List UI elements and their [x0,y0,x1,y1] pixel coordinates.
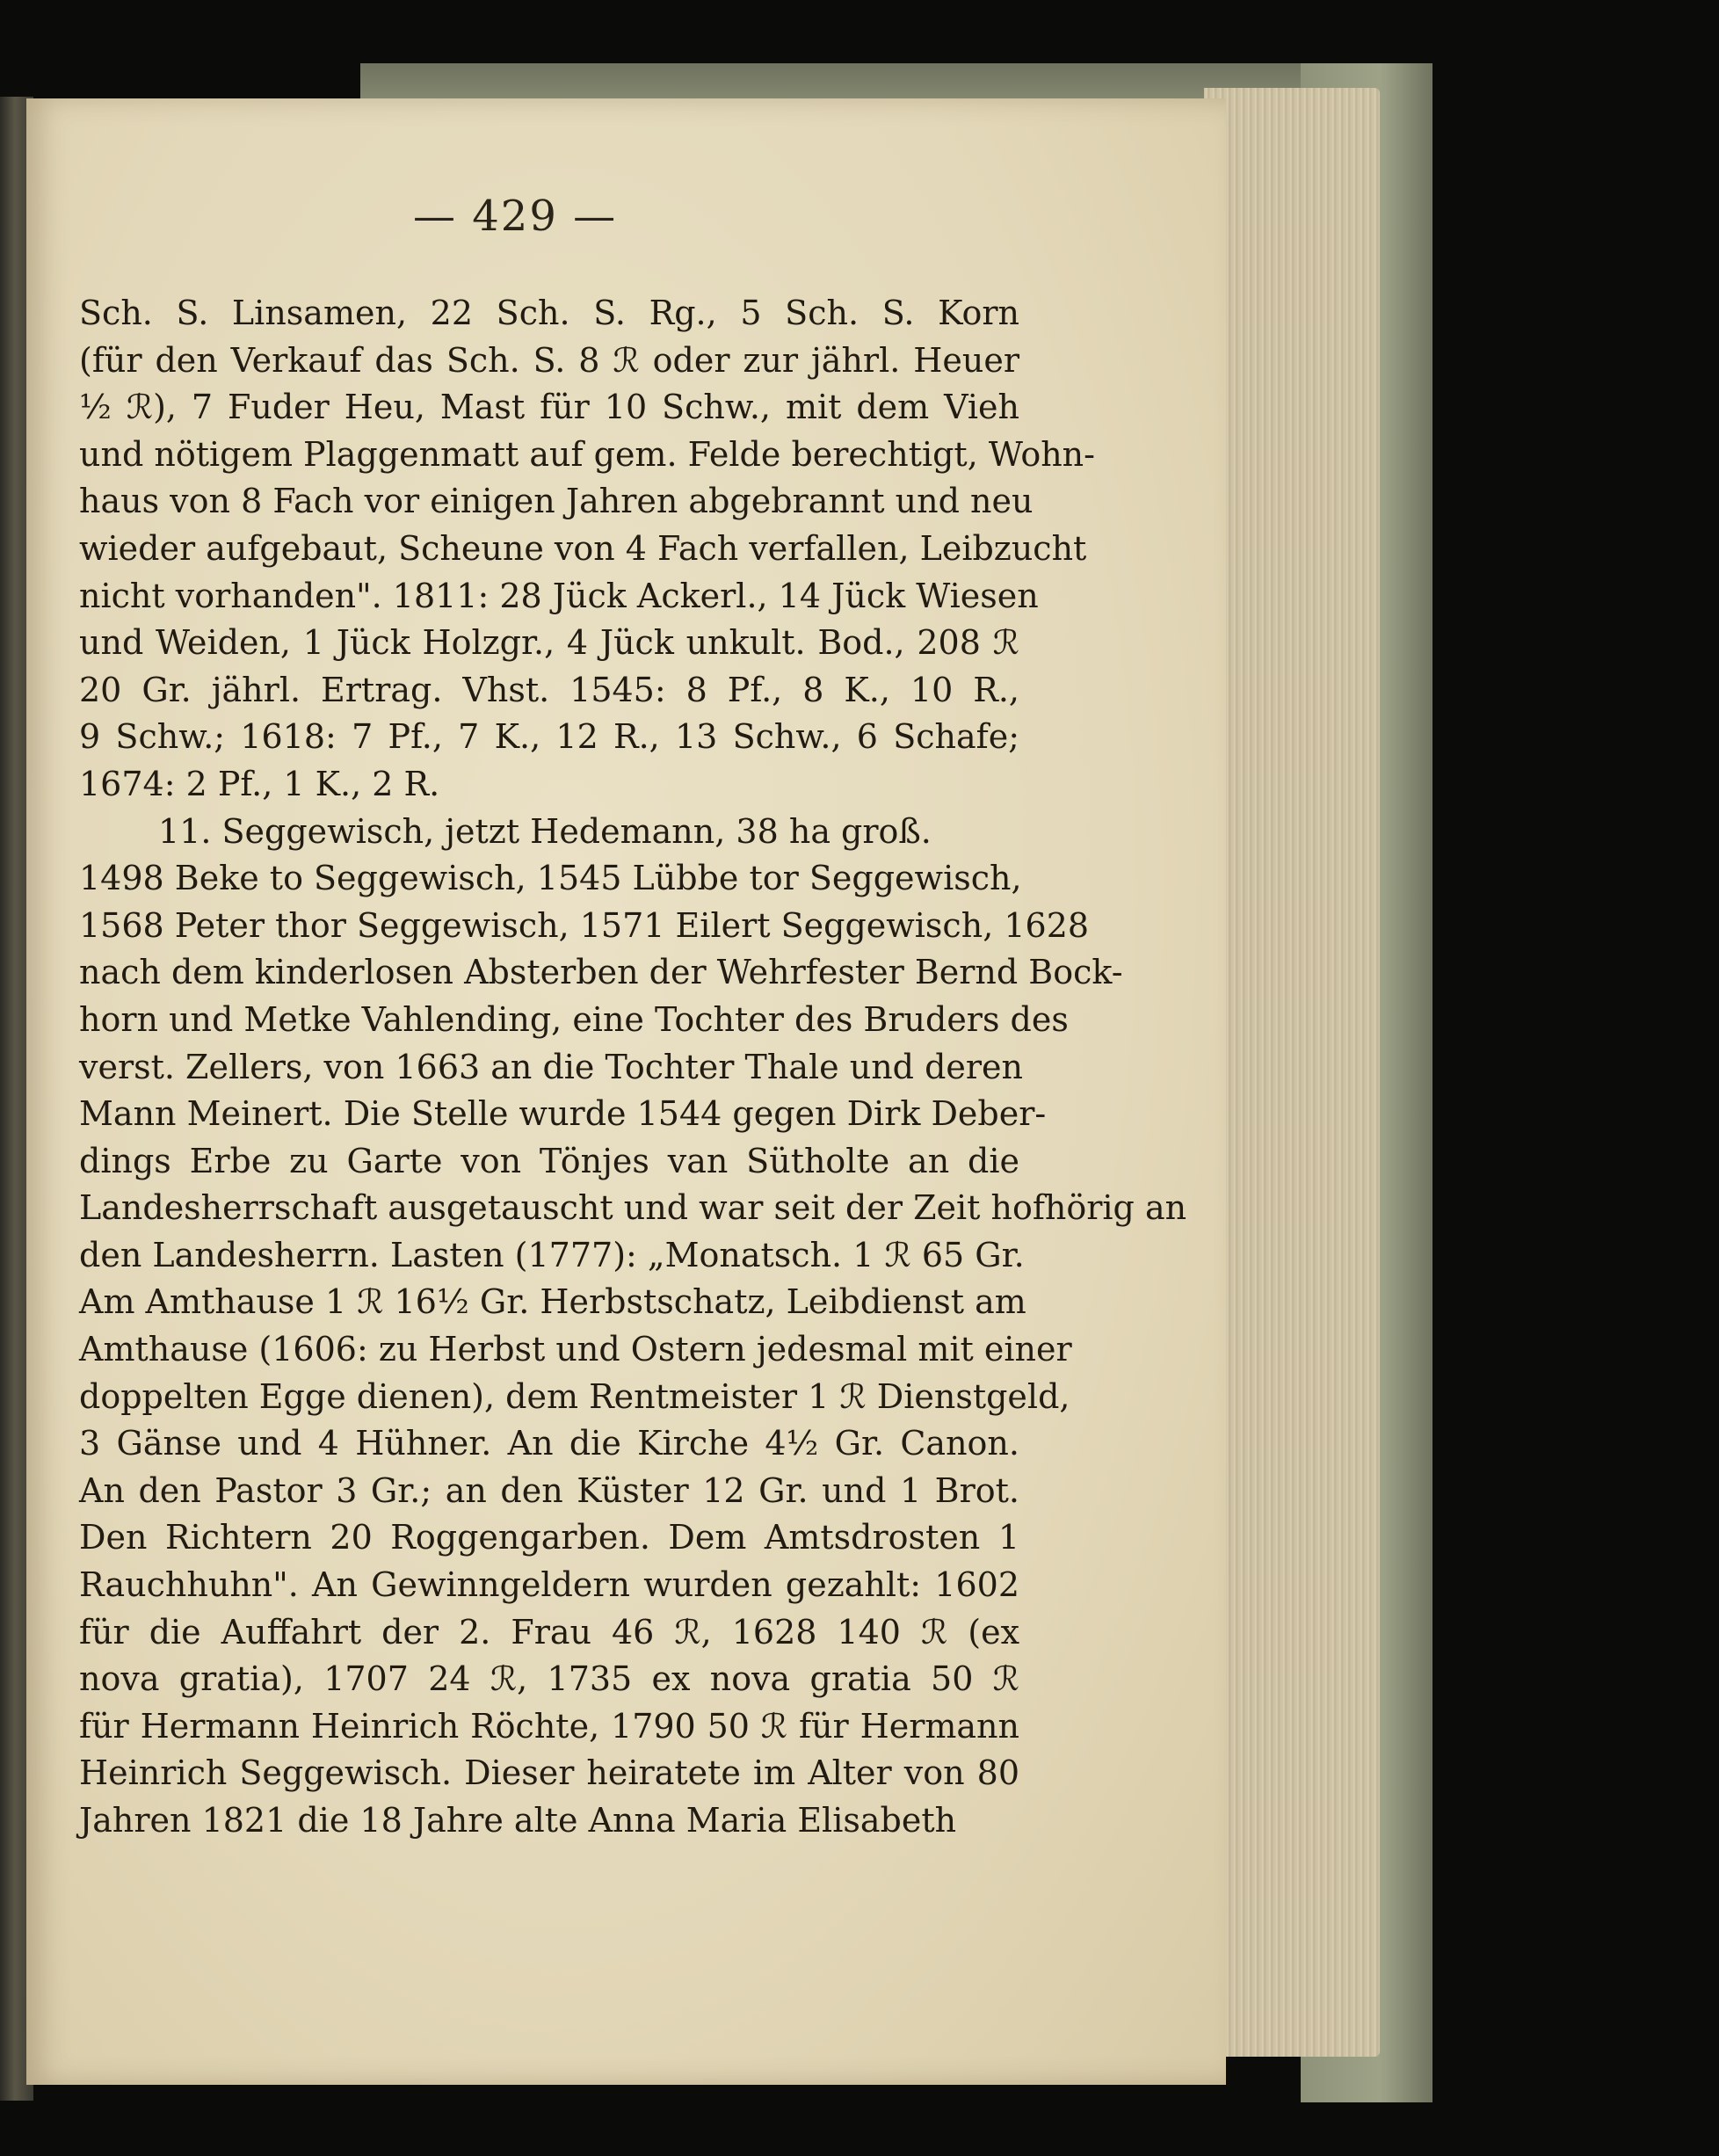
text-line: Mann Meinert. Die Stelle wurde 1544 gegen Dirk Deber- [79,1094,1047,1134]
text-line: Jahren 1821 die 18 Jahre alte Anna Maria Elisabeth [79,1801,957,1840]
text-line: ½ ℛ), 7 Fuder Heu, Mast für 10 Schw., mit dem Vieh [79,388,1019,427]
text-line: dings Erbe zu Garte von Tönjes van Sütholte an die [79,1141,1019,1180]
text-line: nach dem kinderlosen Absterben der Wehrfester Bernd Bock- [79,953,1123,992]
text-line: doppelten Egge dienen), dem Rentmeister 1 ℛ Dienstgeld, [79,1376,1070,1416]
text-line: und Weiden, 1 Jück Holzgr., 4 Jück unkult. Bod., 208 ℛ [79,623,1019,663]
text-line: 1498 Beke to Seggewisch, 1545 Lübbe tor Seggewisch, [79,859,1022,898]
page-edges [1204,88,1380,2057]
text-line: Amthause (1606: zu Herbst und Ostern jedesmal mit einer [79,1330,1072,1369]
text-line: den Landesherrn. Lasten (1777): „Monatsch. 1 ℛ 65 Gr. [79,1235,1025,1274]
text-line: nova gratia), 1707 24 ℛ, 1735 ex nova gratia 50 ℛ [79,1659,1019,1699]
text-line: Den Richtern 20 Roggengarben. Dem Amtsdrosten 1 [79,1518,1019,1557]
text-line: Sch. S. Linsamen, 22 Sch. S. Rg., 5 Sch. S. Korn [79,294,1019,332]
text-line: nicht vorhanden". 1811: 28 Jück Ackerl., 14 Jück Wiesen [79,576,1039,615]
text-line: horn und Metke Vahlending, eine Tochter des Bruders des [79,999,1069,1039]
text-line: 3 Gänse und 4 Hühner. An die Kirche 4½ Gr. Canon. [79,1424,1019,1463]
text-line: Rauchhuhn". An Gewinngeldern wurden gezahlt: 1602 [79,1565,1019,1605]
text-line: 9 Schw.; 1618: 7 Pf., 7 K., 12 R., 13 Schw., 6 Schafe; [79,717,1019,757]
text-line: Am Amthause 1 ℛ 16½ Gr. Herbstschatz, Leibdienst am [79,1282,1026,1322]
text-line: für Hermann Heinrich Röchte, 1790 50 ℛ für Hermann [79,1706,1019,1746]
text-line: Landesherrschaft ausgetauscht und war seit der Zeit hofhörig an [79,1188,1187,1228]
text-line: Heinrich Seggewisch. Dieser heiratete im Alter von 80 [79,1753,1019,1793]
text-line: haus von 8 Fach vor einigen Jahren abgebrannt und neu [79,482,1034,521]
page-body-text [79,290,1187,1845]
text-line: 1674: 2 Pf., 1 K., 2 R. [79,764,440,803]
text-line: verst. Zellers, von 1663 an die Tochter Thale und deren [79,1047,1024,1086]
text-line: 11. Seggewisch, jetzt Hedemann, 38 ha groß. [158,811,932,851]
text-line: 20 Gr. jährl. Ertrag. Vhst. 1545: 8 Pf., 8 K., 10 R., [79,670,1019,709]
text-line: 1568 Peter thor Seggewisch, 1571 Eilert Seggewisch, 1628 [79,905,1090,945]
text-line: (für den Verkauf das Sch. S. 8 ℛ oder zur jährl. Heuer [79,340,1019,380]
text-line: An den Pastor 3 Gr.; an den Küster 12 Gr. und 1 Brot. [79,1470,1019,1510]
text-line: und nötigem Plaggenmatt auf gem. Felde berechtigt, Wohn- [79,434,1095,474]
text-line: wieder aufgebaut, Scheune von 4 Fach verfallen, Leibzucht [79,528,1087,568]
page-header: — 429 — [413,192,618,241]
text-line: für die Auffahrt der 2. Frau 46 ℛ, 1628 140 ℛ (ex [79,1612,1019,1651]
